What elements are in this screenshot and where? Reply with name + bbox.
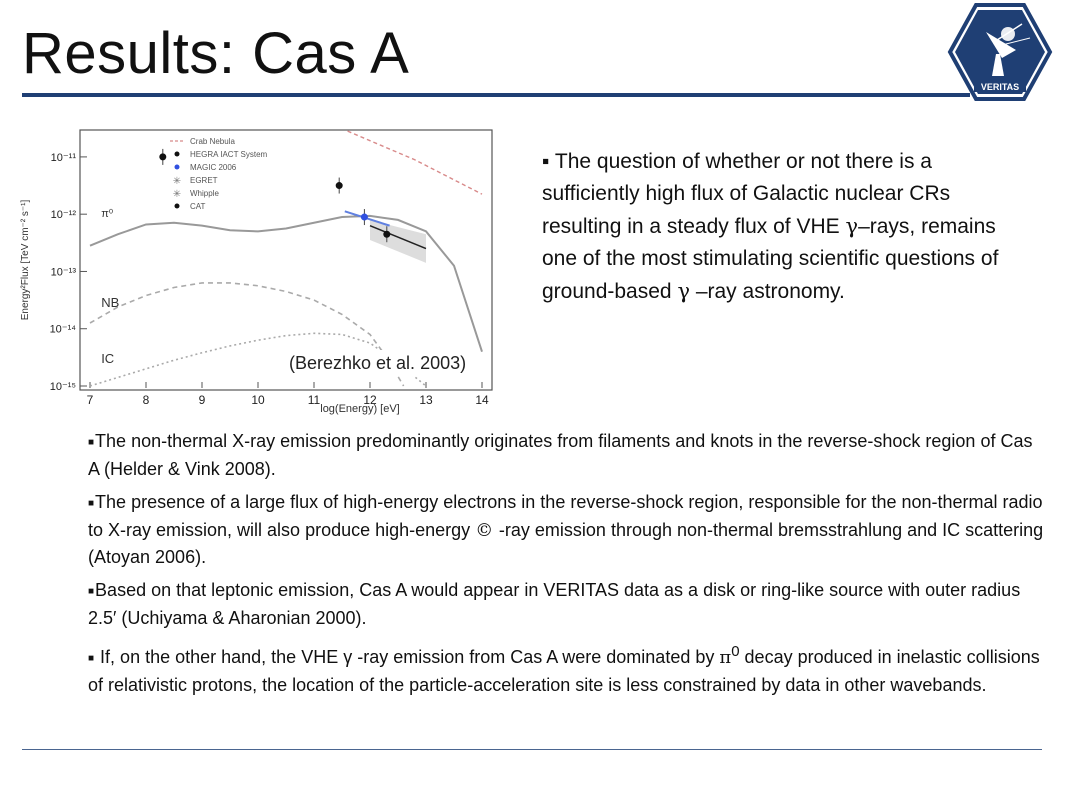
- x-tick-label: 14: [475, 393, 489, 407]
- legend-swatch: [175, 204, 180, 209]
- bullet-list: [88, 428, 1044, 705]
- slide-title: Results: Cas A: [22, 21, 410, 86]
- bullet-marker: ■: [88, 498, 95, 509]
- y-tick-label: 10⁻¹⁴: [49, 323, 76, 336]
- data-point-hegra-iact-system: [383, 231, 390, 238]
- gamma-symbol: γ: [677, 279, 690, 303]
- y-tick-label: 10⁻¹²: [50, 209, 76, 222]
- bullet-item: [88, 489, 1044, 571]
- copyright-symbol: ©: [475, 520, 499, 541]
- legend-entry: CAT: [190, 202, 206, 211]
- bullet-text: Based on that leptonic emission, Cas A would appear in VERITAS data as a disk or ring-like source with outer radius 2.5′ (Uchiyama & Aharonian 2000).: [88, 580, 1021, 628]
- curve-label: π⁰: [101, 208, 114, 221]
- veritas-logo: [946, 2, 1054, 102]
- legend-swatch: ✳: [172, 189, 182, 200]
- legend-swatch: ✳: [172, 176, 182, 187]
- data-point-egret: [159, 153, 166, 160]
- bullet-text: The non-thermal X-ray emission predominantly originates from filaments and knots in the reverse-shock region of Cas A (Helder & Vink 2008).: [88, 431, 1033, 479]
- x-tick-label: 11: [307, 393, 321, 407]
- footer-rule: [22, 749, 1042, 750]
- bullet-item: [88, 638, 1044, 699]
- right-paragraph-mid: –rays, remains one of the most stimulating scientific questions of ground-based: [542, 215, 999, 303]
- legend-entry: Whipple: [190, 189, 219, 198]
- y-tick-label: 10⁻¹³: [50, 266, 76, 279]
- y-tick-label: 10⁻¹¹: [50, 151, 76, 164]
- legend-swatch: [175, 165, 180, 170]
- x-tick-label: 10: [251, 393, 265, 407]
- bullet-text: If, on the other hand, the VHE γ -ray emission from Cas A were dominated by: [95, 647, 720, 667]
- x-axis-label: log(Energy) [eV]: [320, 403, 400, 415]
- right-paragraph: [542, 146, 1032, 308]
- bullet-marker: ▪: [542, 150, 550, 173]
- title-underline: [22, 93, 970, 97]
- bullet-text: The presence of a large flux of high-energy electrons in the reverse-shock region, responsible for the non-thermal radio to X-ray emission, will also produce high-energy: [88, 492, 1043, 540]
- pi-superscript: 0: [731, 643, 740, 660]
- legend-swatch: [175, 152, 180, 157]
- bullet-marker: ■: [88, 586, 95, 597]
- legend-entry: Crab Nebula: [190, 137, 235, 146]
- legend-entry: EGRET: [190, 176, 218, 185]
- bullet-marker: ■: [88, 437, 95, 448]
- x-tick-label: 7: [86, 393, 94, 407]
- bullet-item: [88, 428, 1044, 483]
- x-tick-label: 13: [419, 393, 433, 407]
- data-point-magic-2006: [361, 214, 368, 221]
- bullet-text-tail: -ray emission through non-thermal bremsstrahlung and IC scattering (Atoyan 2006).: [88, 520, 1044, 567]
- pi-symbol: π: [719, 647, 732, 668]
- figure-caption: (Berezhko et al. 2003): [287, 350, 468, 376]
- y-axis-label: Energy²Flux [TeV cm⁻² s⁻¹]: [20, 199, 31, 321]
- gamma-symbol: γ: [845, 214, 859, 238]
- x-tick-label: 9: [198, 393, 206, 407]
- bullet-marker: ■: [88, 653, 95, 664]
- x-tick-label: 12: [363, 393, 377, 407]
- legend-entry: HEGRA IACT System: [190, 150, 268, 159]
- curve-label: IC: [101, 351, 115, 367]
- curve-label: NB: [101, 294, 120, 310]
- bullet-item: [88, 577, 1044, 632]
- y-tick-label: 10⁻¹⁵: [49, 381, 76, 393]
- legend-entry: MAGIC 2006: [190, 163, 237, 172]
- bullet-text-tail: decay produced in inelastic collisions of relativistic protons, the location of the particle-acceleration site is less constrained by data in other wavebands.: [88, 647, 1040, 695]
- logo-text: VERITAS: [980, 82, 1020, 92]
- x-tick-label: 8: [142, 393, 150, 407]
- right-paragraph-tail: –ray astronomy.: [690, 280, 845, 303]
- data-point-whipple: [336, 182, 343, 189]
- right-paragraph-lead: The question of whether or not there is a sufficiently high flux of Galactic nuclear CRs resulting in a steady flux of VHE: [542, 150, 951, 238]
